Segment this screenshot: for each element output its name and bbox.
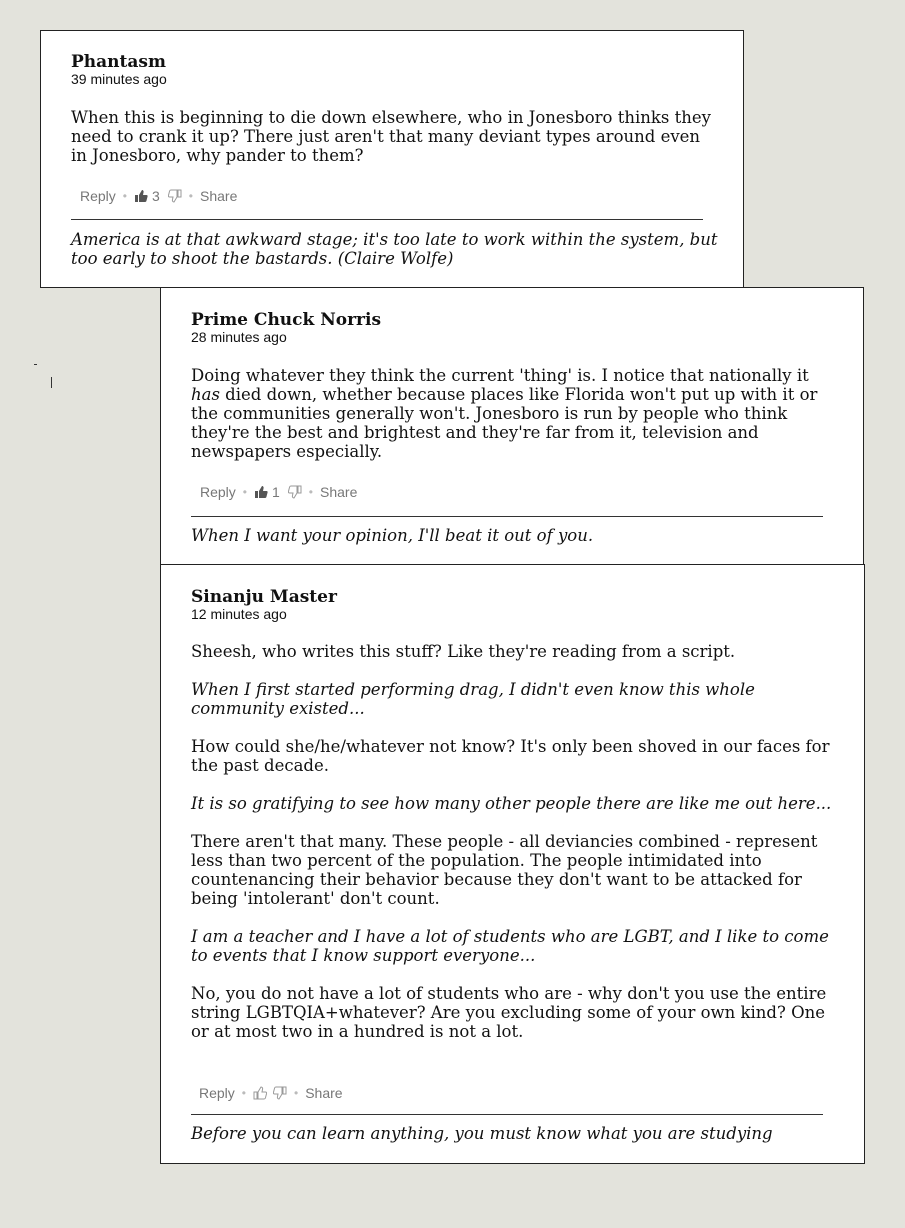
comment-text-part: Doing whatever they think the current 'thing' is. I notice that nationally it [191, 366, 809, 385]
comment-signature: America is at that awkward stage; it's too late to work within the system, but too early to shoot the bastards. (Claire Wolfe) [71, 230, 718, 268]
comment-text-emphasis: has [191, 385, 220, 404]
thumbs-down-icon [273, 1086, 287, 1100]
downvote-button[interactable] [288, 485, 302, 499]
reply-button[interactable]: Reply [200, 484, 236, 500]
comment-card [160, 564, 865, 1164]
separator-dot: • [308, 485, 313, 499]
comment-text: When this is beginning to die down elsewhere, who in Jonesboro thinks they need to crank it up? There just aren't that many deviant types around even in Jonesboro, why pander to them? [71, 108, 711, 165]
comment-timestamp[interactable]: 39 minutes ago [71, 71, 167, 87]
quoted-text: I am a teacher and I have a lot of students who are LGBT, and I like to come to events that I know support everyone... [191, 927, 829, 965]
comment-text: Sheesh, who writes this stuff? Like they're reading from a script. [191, 642, 736, 661]
upvote-button[interactable] [134, 188, 168, 204]
quoted-text: It is so gratifying to see how many other people there are like me out here... [191, 794, 832, 813]
comment-card [160, 287, 864, 565]
share-button[interactable]: Share [320, 484, 358, 500]
thumbs-down-icon [288, 485, 302, 499]
separator-dot: • [188, 189, 193, 203]
thumbs-up-icon [134, 189, 148, 203]
share-button[interactable]: Share [200, 188, 238, 204]
text-cursor [51, 377, 52, 388]
comment-actions [200, 482, 357, 502]
comment-text-part: died down, whether because places like Florida won't put up with it or the communities generally won't. Jonesboro is run by people who think they're the best and brightest and they're far from it, television and newspapers especially. [191, 385, 818, 461]
upvote-count: 3 [152, 188, 160, 204]
signature-divider [191, 516, 823, 517]
upvote-count: 1 [272, 484, 280, 500]
comment-author[interactable]: Phantasm [71, 52, 166, 72]
upvote-button[interactable] [253, 1086, 273, 1100]
comment-signature: Before you can learn anything, you must know what you are studying [191, 1124, 773, 1143]
comment-author[interactable]: Sinanju Master [191, 587, 337, 607]
share-button[interactable]: Share [305, 1085, 343, 1101]
comment-signature: When I want your opinion, I'll beat it out of you. [191, 526, 594, 545]
separator-dot: • [122, 189, 127, 203]
thumbs-up-icon [253, 1086, 267, 1100]
separator-dot: • [242, 485, 247, 499]
reply-button[interactable]: Reply [199, 1085, 235, 1101]
quoted-text: When I first started performing drag, I didn't even know this whole community existed... [191, 680, 755, 718]
reply-button[interactable]: Reply [80, 188, 116, 204]
comment-text [191, 366, 831, 461]
comment-text: There aren't that many. These people - all deviancies combined - represent less than two percent of the population. The people intimidated into countenancing their behavior because they don't want to be attacked for being 'intolerant' don't count. [191, 832, 818, 908]
stray-mark [34, 364, 37, 365]
signature-divider [71, 219, 703, 220]
comment-author[interactable]: Prime Chuck Norris [191, 310, 382, 330]
comment-text: How could she/he/whatever not know? It's only been shoved in our faces for the past decade. [191, 737, 830, 775]
comment-actions [199, 1083, 343, 1103]
separator-dot: • [294, 1086, 299, 1100]
comment-text: No, you do not have a lot of students who are - why don't you use the entire string LGBTQIA+whatever? Are you excluding some of your own kind? One or at most two in a hundred is not a lot. [191, 984, 827, 1041]
thumbs-down-icon [168, 189, 182, 203]
comment-card [40, 30, 744, 288]
thumbs-up-icon [254, 485, 268, 499]
separator-dot: • [241, 1086, 246, 1100]
comment-actions [80, 186, 237, 206]
comment-timestamp[interactable]: 28 minutes ago [191, 329, 287, 345]
downvote-button[interactable] [168, 189, 182, 203]
signature-divider [191, 1114, 823, 1115]
downvote-button[interactable] [273, 1086, 287, 1100]
comment-timestamp[interactable]: 12 minutes ago [191, 606, 287, 622]
upvote-button[interactable] [254, 484, 288, 500]
